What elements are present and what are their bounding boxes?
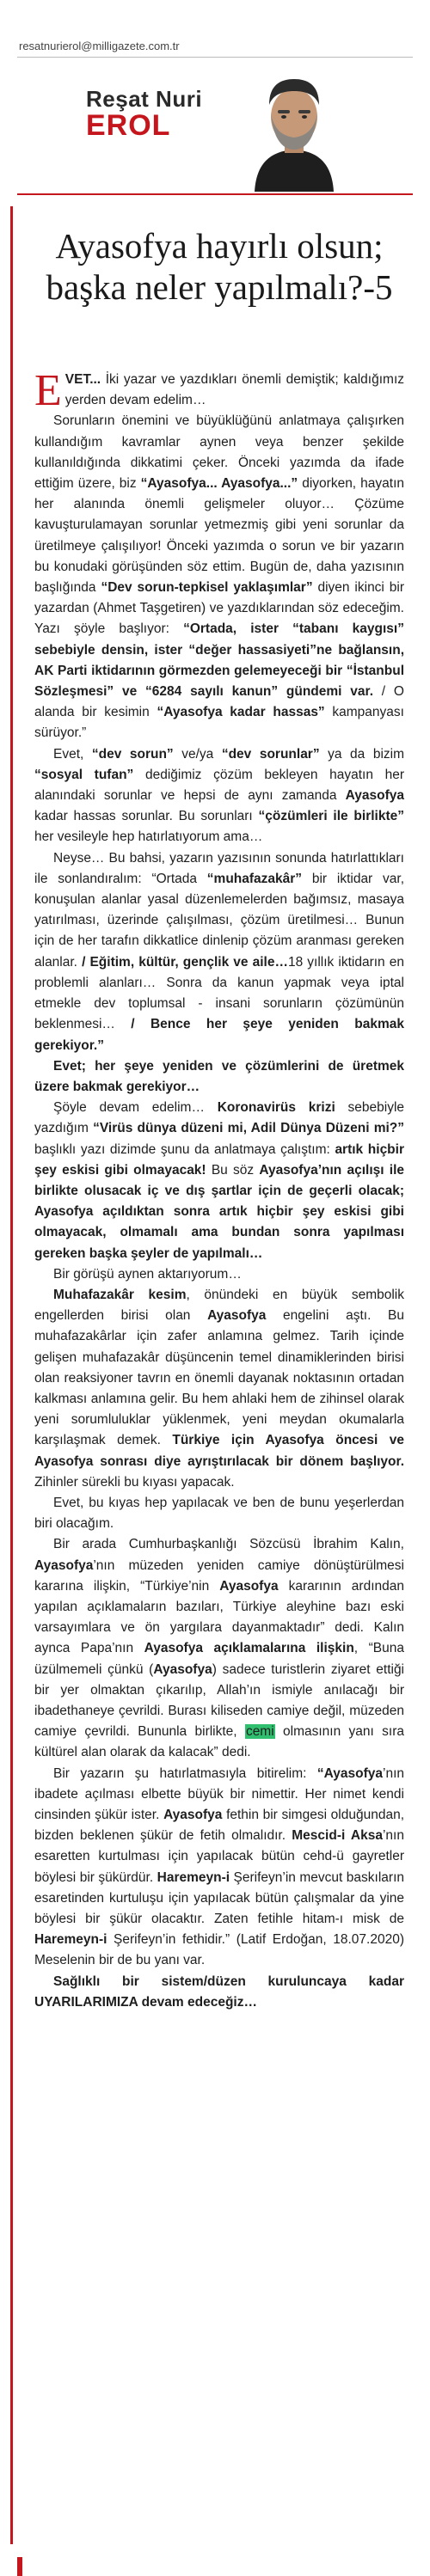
email-divider: [17, 57, 413, 58]
emphasis-text: Muhafazakâr kesim: [53, 1287, 187, 1302]
body-text: , “Buna üzülmemeli çünkü (: [34, 1641, 404, 1677]
emphasis-text: “Ayasofya: [316, 1765, 383, 1781]
body-text: , önündeki en büyük sembolik engellerden birisi olan: [34, 1287, 404, 1324]
footer-accent: [17, 2557, 22, 2576]
article-paragraph-1: [34, 366, 404, 415]
body-text: dediğimiz çözüm bekleyen hayatın her alanındaki sorunlar ve hepsi de aynı zamanda: [34, 767, 404, 804]
emphasis-text: Evet; her şeye yeniden ve çözümlerini de üretmek üzere bakmak gerekiyor…: [34, 1058, 404, 1094]
article-paragraph-2: [34, 411, 404, 743]
body-text: diyen ikinci bir yazardan (Ahmet Taşgetiren) ve yazdıklarından söz edeceğim. Yazı şöyle başlıyor:: [34, 580, 405, 637]
emphasis-text: Türkiye için Ayasofya öncesi ve Ayasofya sonrası diye ayrıştırılacak bir dönem başlıyor.: [34, 1433, 404, 1469]
body-text: Bir görüşü aynen aktarıyorum…: [53, 1266, 242, 1282]
article-paragraph-11: [34, 1764, 404, 1972]
body-text: bir iktidar var, konuşulan alanlar yasal düzenlemelerden bağımsız, masaya yatırılması, üzerinde çalışılması, çözüm üretilmesi… Bunun için de her tarafın dikkatlice dinlenip çözüm aranması gereken alanlar.: [34, 871, 404, 970]
emphasis-text: Koronavirüs krizi: [217, 1100, 335, 1116]
body-text: fethin bir simgesi olduğundan, bizden beklenen şükür de fetih olmalıdır.: [34, 1808, 405, 1844]
emphasis-text: “sosyal tufan”: [34, 767, 134, 782]
emphasis-text: “dev sorunlar”: [221, 746, 320, 762]
body-text: / O alanda bir kesimin: [34, 684, 404, 720]
body-text: Şerifeyn’in fethidir.” (Latif Erdoğan, 18.07.2020) Meselenin bir de bu yanı var.: [34, 1932, 404, 1968]
body-text: Şöyle devam edelim…: [53, 1100, 218, 1116]
emphasis-text: Ayasofya: [219, 1578, 279, 1594]
article-paragraph-5: [34, 1056, 404, 1098]
emphasis-text: “muhafazakâr”: [206, 871, 303, 886]
author-email[interactable]: resatnurierol@milligazete.com.tr: [19, 40, 180, 52]
article-title: Ayasofya hayırlı olsun; başka neler yapılmalı?-5: [46, 226, 393, 307]
article-body: [34, 366, 405, 2013]
emphasis-text: Ayasofya: [163, 1808, 223, 1823]
article-paragraph-3: [34, 744, 404, 848]
emphasis-text: Ayasofya: [259, 1162, 318, 1178]
body-text: engelini aştı. Bu muhafazakârlar için zafer anlamına gelmez. Tarih içinde gelişen muhafazakâr düşüncenin temel dinamiklerinden birisi olan reaksiyoner tavrın en önemli dayanak noktasının ortadan kalkması anlamına gelir. Bu hem ahlaki hem de zihinsel olarak yeni sorumluluklar yüklenmek, yeni meydan okumalarla karşılaşmak demek.: [34, 1308, 404, 1448]
drop-cap: E: [34, 366, 62, 415]
body-text: Zihinler sürekli bu kıyası yapacak.: [34, 1474, 235, 1490]
emphasis-text: Mescid-i Aksa: [292, 1828, 383, 1844]
body-text: Bu söz: [206, 1162, 260, 1178]
body-text: kadar hassas sorunlar. Bu sorunları: [34, 809, 259, 824]
emphasis-text: Ayasofya: [207, 1308, 267, 1324]
body-text: kararının ardından yapılan açıklamaların bazıları, Türkiye aleyhine bazı eski varsayımlara ve ön yargılara dayanmaktadır” dedi. Kalın aynca Papa’nın: [34, 1578, 404, 1656]
body-text: olmasının yanı sıra kültürel alan olarak da kalacak” dedi.: [34, 1724, 404, 1760]
emphasis-text: Ayasofya: [345, 788, 404, 804]
body-text: diyorken, hayatın her alanında önemli gelişmeler oluyor… Çözüme kavuşturulamayan sorunlar yetmezmiş gibi yeni sorunlar da üretilmeye çalışılıyor! Önceki yazımda o sorun ve bir yazarın bu konudaki görüşünden söz ettim. Bugün de, daha yazısının başlığında: [34, 476, 405, 596]
body-text: İki yazar ve yazdıkları önemli demiştik; kaldığımız yerden devam edelim…: [64, 372, 404, 408]
emphasis-text: “Virüs dünya düzeni mi, Adil Dünya Düzeni mi?”: [93, 1121, 404, 1136]
article-paragraph-9: [34, 1493, 404, 1534]
body-text: 18 yıllık iktidarın en problemli alanları… Sonra da kanun yapmak veya iptal etmekle dev toplumsal - insani sorunların çözümünün beklenmesi…: [34, 954, 404, 1032]
emphasis-text: VET...: [64, 372, 106, 387]
emphasis-text: Ayasofya açıklamalarına ilişkin: [144, 1641, 354, 1656]
emphasis-text: artık hiçbir şey eskisi gibi olmayacak!: [34, 1141, 404, 1178]
emphasis-text: Ayasofya: [153, 1661, 212, 1677]
emphasis-text: “Dev sorun-tepkisel yaklaşımlar”: [101, 580, 313, 596]
emphasis-text: ’nın açılışı ile birlikte olusacak iç ve dış şartlar için de geçerli olacak; Ayasofya açıldıktan sonra artık hiçbir şey eskisi gibi olmayacak, olmamalı ama bundan sonra yapılması gereken başka şeyler de yapılmalı…: [34, 1162, 405, 1261]
page-footer: [17, 2557, 413, 2566]
body-text: Sorunların önemini ve büyüklüğünü anlatmaya çalışırken kullandığım kavramlar aynen veya benzer şekilde kullanıldığında dikkatimi çeker. Önceki yazımda da ifade ettiğim üzere, biz: [34, 413, 404, 492]
article-paragraph-4: [34, 848, 404, 1056]
emphasis-text: Haremeyn-i: [157, 1869, 230, 1885]
body-text: Şerifeyn’in mevcut baskıların esaretinden kurtuluşu için yapılacak bütün çalışmalar da yine böylesi bir şükür olacaktır. Zaten fetihle hitam-ı misk de: [34, 1869, 405, 1927]
header-divider: [17, 193, 413, 195]
highlighted-text: cemi: [245, 1724, 274, 1740]
emphasis-text: “Ayasofya... Ayasofya...”: [140, 476, 298, 492]
emphasis-text: “Ayasofya kadar hassas”: [157, 705, 325, 720]
emphasis-text: Sağlıklı bir sistem/düzen kuruluncaya kadar UYARILARIMIZA devam edeceğiz…: [34, 1973, 404, 2010]
body-text: başlıklı yazı dizimde şunu da anlatmaya çalıştım:: [34, 1141, 335, 1157]
body-text: Bir arada Cumhurbaşkanlığı Sözcüsü İbrahim Kalın,: [53, 1537, 404, 1552]
author-first-name: Reşat Nuri: [86, 86, 203, 112]
emphasis-text: Ayasofya: [34, 1557, 94, 1573]
emphasis-text: “dev sorun”: [91, 746, 174, 762]
body-text: her vesileyle hep hatırlatıyorum ama…: [34, 829, 263, 845]
emphasis-text: / Eğitim, kültür, gençlik ve aile…: [82, 954, 288, 970]
article-paragraph-12: [34, 1972, 404, 2013]
body-text: ya da bizim: [319, 746, 404, 762]
body-text: ve/ya: [173, 746, 222, 762]
body-text: ’nın ibadete açılması elbette büyük bir nimettir. Her nimet kendi cinsinden şükür ister.: [34, 1765, 404, 1823]
body-text: Bir yazarın şu hatırlatmasıyla bitirelim:: [53, 1765, 317, 1781]
body-text: Neyse… Bu bahsi, yazarın yazısının sonunda hatırlattıkları ile sonlandıralım: “Ortada: [34, 850, 404, 886]
body-text: ) sadece turistlerin ziyaret ettiği bir yer olmaktan çıkarılıp, Allah’ın ismiyle anılacağı bir ibadethaneye çevrildi. Burası kiliseden camiye değil, müzeden camiye çevrildi. Bununla birlikte,: [34, 1661, 405, 1740]
article-paragraph-8: [34, 1285, 404, 1493]
author-byline: [86, 86, 215, 143]
column-header: [0, 0, 430, 202]
body-text: ’nın esaretten kurtulması için yapılacak bütün cehd-ü gayretler böylesi bir şükürdür.: [34, 1828, 404, 1885]
author-photo: [243, 67, 346, 192]
author-last-name: EROL: [86, 109, 171, 142]
emphasis-text: “Ortada, ister “tabanı kaygısı” sebebiyle densin, ister “değer hassasiyeti”ne bağlansın, AK Parti iktidarının görmezden gelemeyeceği bir “İstanbul Sözleşmesi” ve “6284 sayılı kanun” gündemi var.: [34, 621, 404, 700]
article-paragraph-7: [34, 1264, 404, 1285]
column-accent-line: [10, 206, 13, 2544]
emphasis-text: “çözümleri ile birlikte”: [258, 809, 404, 824]
body-text: Evet,: [53, 746, 92, 762]
emphasis-text: Haremeyn-i: [34, 1932, 108, 1948]
body-text: Evet, bu kıyas hep yapılacak ve ben de bunu yeşerlerdan biri olacağım.: [34, 1495, 404, 1532]
body-text: sebebiyle yazdığım: [34, 1100, 405, 1136]
article-paragraph-10: [34, 1534, 404, 1763]
emphasis-text: / Bence her şeye yeniden bakmak gerekiyor.”: [34, 1017, 404, 1053]
body-text: ’nın müzeden yeniden camiye dönüştürülmesi kararına ilişkin, “Türkiye’nin: [34, 1557, 404, 1594]
body-text: kampanyası sürüyor.”: [34, 705, 404, 741]
article-paragraph-6: [34, 1098, 404, 1264]
